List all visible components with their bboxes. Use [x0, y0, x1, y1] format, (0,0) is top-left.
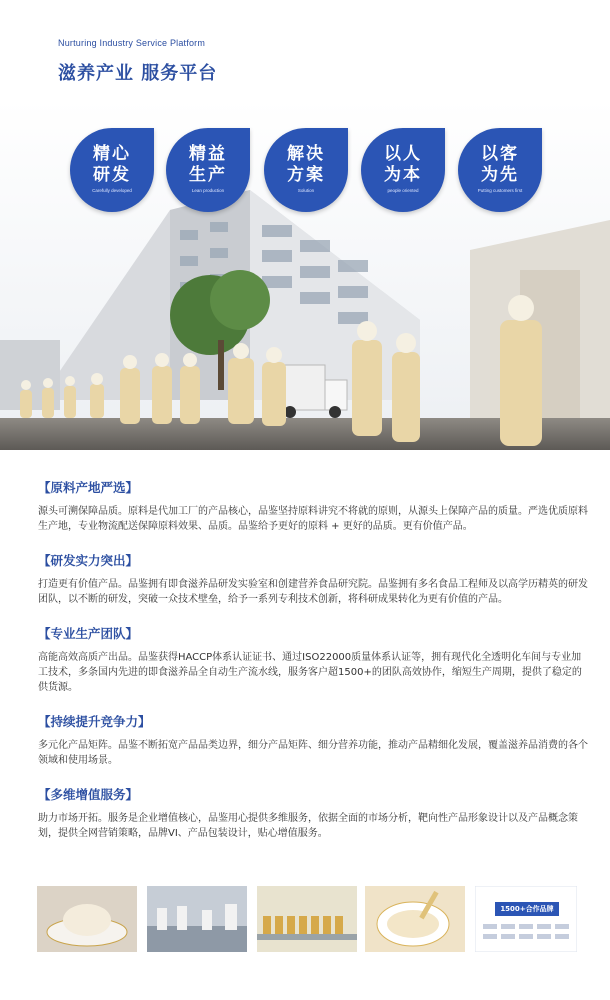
section-body: 助力市场开拓。服务是企业增值核心，品鉴用心提供多维服务，依据全面的市场分析，靶向性产品形象设计以及产品概念策划，提供全网营销策略，品牌VI、产品包装设计，贴心增值服务。 [38, 813, 578, 839]
badge-line1: 精心 [93, 144, 131, 164]
page-title: 滋养产业 服务平台 [58, 63, 218, 84]
section-raw-materials [38, 478, 588, 534]
badge-line2: 研发 [93, 165, 131, 185]
section-body: 打造更有价值产品。品鉴拥有即食滋养品研发实验室和创建营养食品研究院。品鉴拥有多名食品工程师及以高学历精英的研发团队，以不断的研发，突破一众技术壁垒，给予一系列专利技术创新，将科研成果转化为更有价值的产品。 [38, 579, 588, 605]
section-title: 【专业生产团队】 [38, 626, 139, 641]
partner-brands-text: 1500+合作品牌 [500, 905, 554, 913]
section-body: 源头可溯保障品质。原料是代加工厂的产品核心，品鉴坚持原料讲究不将就的原则，从源头上保障产品的质量。严选优质原料生产地，专业物流配送保障原料效果、品质。品鉴给予更好的原料 + 更好的品质。更有价值产品。 [38, 506, 588, 532]
section-title: 【多维增值服务】 [38, 787, 139, 802]
badge-people-oriented [361, 128, 445, 212]
badge-line2: 方案 [287, 165, 325, 185]
thumbnail-lab [147, 886, 247, 952]
section-body: 高能高效高质产出品。品鉴获得HACCP体系认证证书、通过ISO22000质量体系认证等，拥有现代化全透明化车间与专业加工技术，多条国内先进的即食滋养品全自动生产流水线，服务客户超1500+的团队高效协作，缩短生产周期，提供了稳定的供货源。 [38, 652, 582, 693]
thumbnail-production-line [257, 886, 357, 952]
badge-line2: 生产 [189, 165, 227, 185]
header-subtitle-en: Nurturing Industry Service Platform [58, 38, 206, 48]
thumbnail-strip [37, 886, 577, 952]
thumbnail-bird-nest-bowl [37, 886, 137, 952]
badge-en: Lean production [191, 188, 225, 193]
section-rnd [38, 551, 588, 607]
badge-lean-production [166, 128, 250, 212]
badge-line2: 为本 [384, 165, 422, 185]
value-badges [70, 128, 550, 212]
section-value-added-services [38, 785, 588, 841]
badge-line2: 为先 [481, 165, 519, 185]
badge-customers-first [458, 128, 542, 212]
section-body: 多元化产品矩阵。品鉴不断拓宽产品品类边界，细分产品矩阵、细分营养功能，推动产品精细化发展，覆盖滋养品消费的各个领域和使用场景。 [38, 740, 588, 766]
section-title: 【研发实力突出】 [38, 553, 139, 568]
badge-en: Putting customers first [477, 188, 523, 193]
thumbnail-partner-brands [475, 886, 577, 952]
section-production-team [38, 624, 588, 695]
feature-sections [38, 478, 588, 858]
badge-solution [264, 128, 348, 212]
section-competitiveness [38, 712, 588, 768]
thumbnail-dessert-bowl [365, 886, 465, 952]
section-title: 【持续提升竞争力】 [38, 714, 151, 729]
badge-line1: 精益 [189, 144, 227, 164]
badge-line1: 以客 [481, 144, 519, 164]
badge-en: Solution [297, 188, 315, 193]
section-title: 【原料产地严选】 [38, 480, 139, 495]
badge-en: people oriented [387, 188, 419, 193]
badge-line1: 解决 [287, 144, 325, 164]
badge-line1: 以人 [384, 144, 422, 164]
badge-careful-development [70, 128, 154, 212]
badge-en: Carefully developed [92, 188, 132, 193]
